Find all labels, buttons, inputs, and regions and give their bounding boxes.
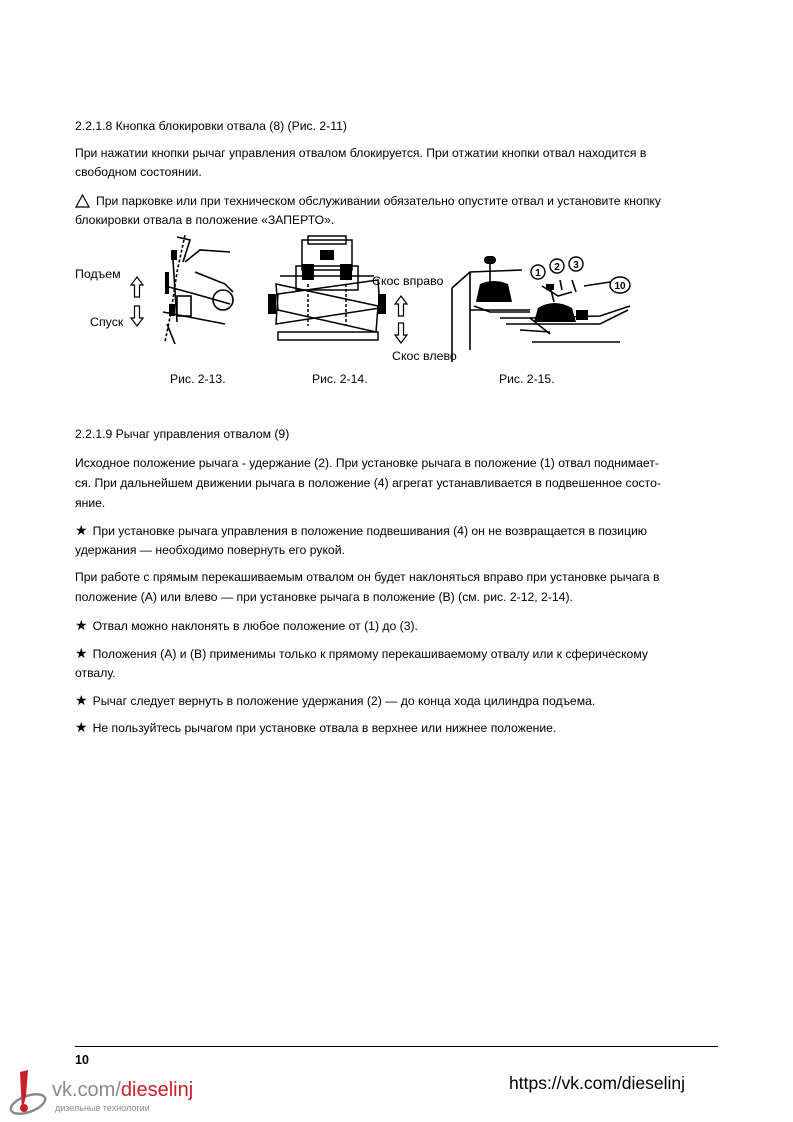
logo-subtitle: дизельные технологии — [55, 1103, 150, 1113]
footer-url-link[interactable]: https://vk.com/dieselinj — [509, 1073, 686, 1093]
figure-caption: Рис. 2-14. — [312, 372, 368, 386]
logo-text-plain: vk.com/ — [52, 1079, 121, 1101]
paragraph-line: ся. При дальнейшем движении рычага в положение (4) агрегат устанавливается в подвешенное состо- — [75, 476, 661, 490]
fig13-label-raise: Подъем — [75, 267, 121, 281]
paragraph-line: положение (А) или влево — при установке рычага в положение (В) (см. рис. 2-12, 2-14). — [75, 590, 573, 604]
callout-label: 3 — [573, 260, 579, 271]
callout-label: 10 — [614, 281, 626, 292]
note-line — [75, 520, 647, 541]
logo-text — [52, 1079, 193, 1101]
warning-triangle-icon — [75, 194, 90, 208]
callout-label: 1 — [535, 268, 541, 279]
warning-text-line: блокировки отвала в положение «ЗАПЕРТО». — [75, 213, 335, 227]
page-number: 10 — [75, 1053, 89, 1067]
figure-2-14-blade-tilt-front-view — [268, 236, 386, 348]
figure-caption: Рис. 2-13. — [170, 372, 226, 386]
section-heading-blade-lever: 2.2.1.9 Рычаг управления отвалом (9) — [75, 427, 290, 441]
star-icon: ★ — [75, 645, 88, 661]
fig14-label-tilt-left: Скос влево — [392, 349, 457, 363]
star-icon: ★ — [75, 617, 88, 633]
note-text: При установке рычага управления в положение подвешивания (4) он не возвращается в позицию — [92, 524, 647, 538]
fig14-label-tilt-right: Скос вправо — [372, 274, 444, 288]
arrow-up-icon — [130, 276, 144, 298]
note-line: отвалу. — [75, 666, 116, 680]
note-line — [75, 615, 418, 636]
star-icon: ★ — [75, 692, 88, 708]
dieselinj-logo-icon — [6, 1066, 48, 1120]
warning-text-line: При парковке или при техническом обслуживании обязательно опустите отвал и установите кнопку — [96, 194, 661, 208]
section-heading-blade-lock: 2.2.1.8 Кнопка блокировки отвала (8) (Рис. 2-11) — [75, 119, 347, 133]
footer-divider — [75, 1046, 718, 1047]
note-line — [75, 690, 595, 711]
note-line — [75, 643, 648, 664]
star-icon: ★ — [75, 719, 88, 735]
note-text: Рычаг следует вернуть в положение удержания (2) — до конца хода цилиндра подъема. — [92, 694, 596, 708]
note-text: Не пользуйтесь рычагом при установке отвала в верхнее или нижнее положение. — [92, 721, 557, 735]
paragraph-line: Исходное положение рычага - удержание (2). При установке рычага в положение (1) отвал поднимает- — [75, 456, 659, 470]
figure-2-13-blade-side-view — [155, 232, 235, 347]
arrow-down-icon — [394, 322, 408, 344]
paragraph-line: При работе с прямым перекашиваемым отвалом он будет наклоняться вправо при установке рычага в — [75, 570, 660, 584]
logo-text-accent: dieselinj — [120, 1079, 194, 1101]
paragraph-line: свободном состоянии. — [75, 165, 202, 179]
paragraph-line: При нажатии кнопки рычаг управления отвалом блокируется. При отжатии кнопки отвал находится в — [75, 146, 647, 160]
figure-2-15-control-lever — [450, 250, 640, 370]
note-line — [75, 717, 556, 738]
note-text: Отвал можно наклонять в любое положение от (1) до (3). — [92, 619, 418, 633]
note-text: Положения (А) и (В) применимы только к прямому перекашиваемому отвалу или к сферическому — [92, 647, 648, 661]
figure-caption: Рис. 2-15. — [499, 372, 555, 386]
paragraph-line: яние. — [75, 496, 106, 510]
callout-label: 2 — [554, 262, 560, 273]
fig13-label-lower: Спуск — [90, 315, 124, 329]
note-line: удержания — необходимо повернуть его рукой. — [75, 543, 345, 557]
star-icon: ★ — [75, 522, 88, 538]
arrow-up-icon — [394, 295, 408, 317]
arrow-down-icon — [130, 305, 144, 327]
